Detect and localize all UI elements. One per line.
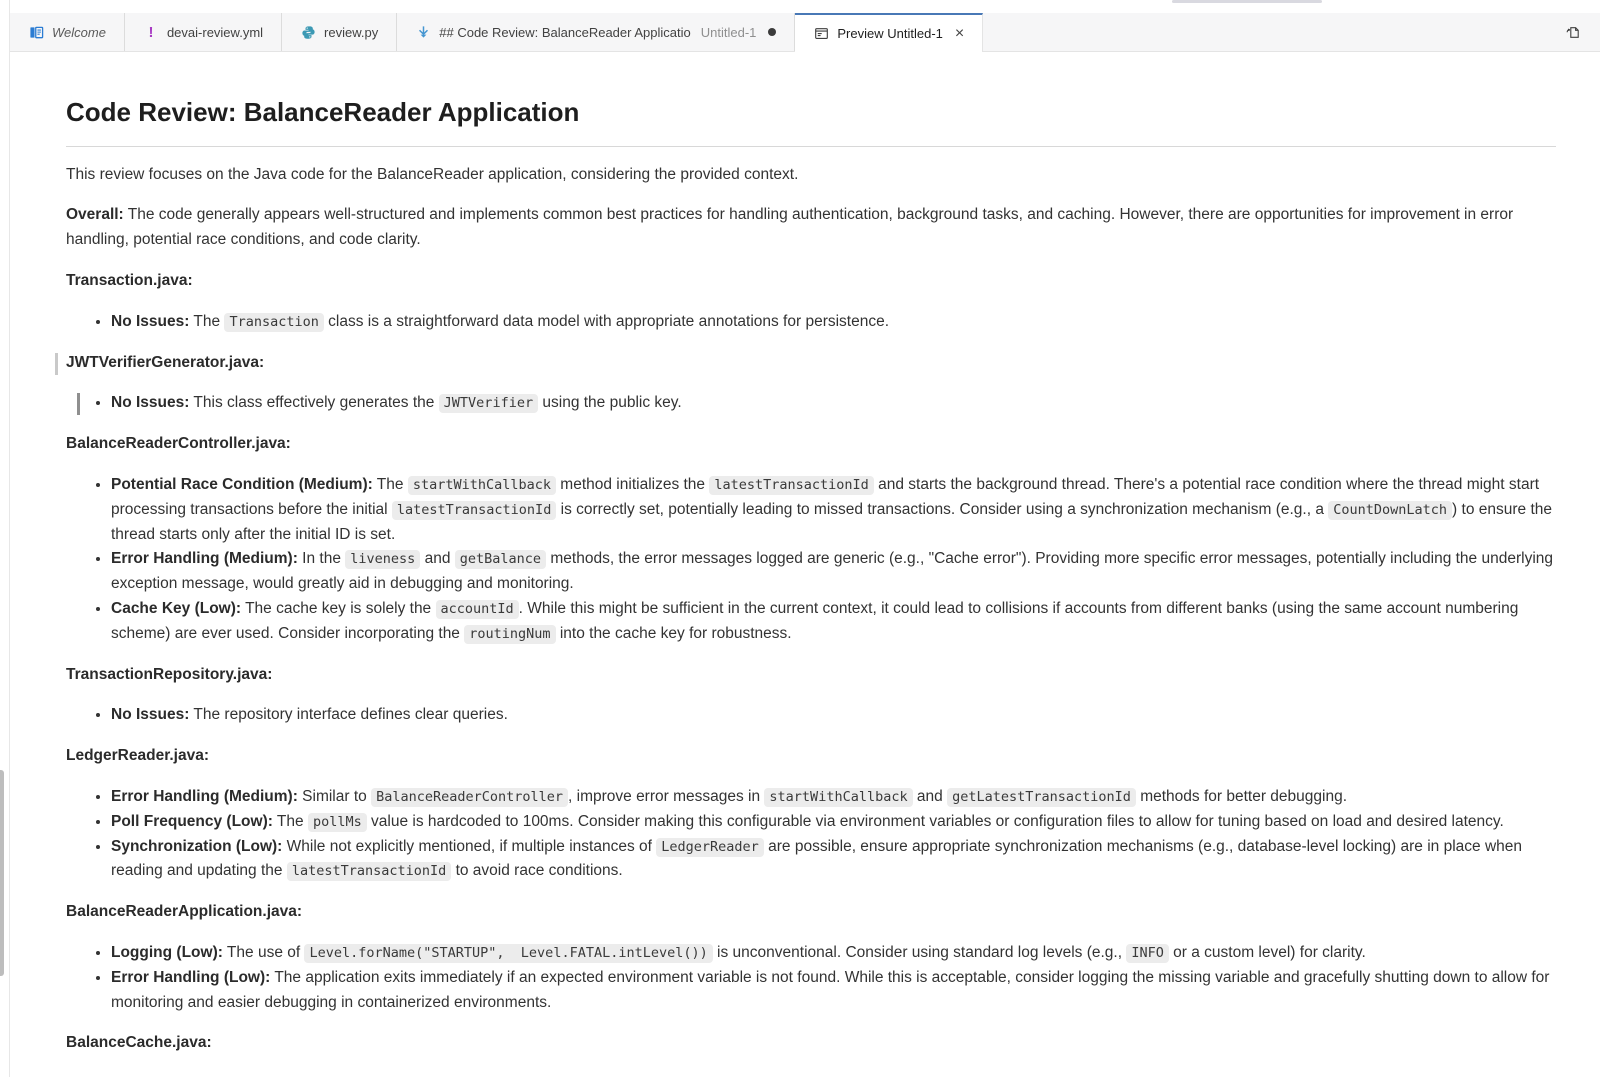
section-heading [66, 269, 1556, 294]
text-run: This class effectively generates the [189, 394, 439, 412]
bold-text: Error Handling (Medium): [111, 787, 298, 805]
tab-preview-untitled-1[interactable] [795, 13, 983, 52]
tab-review-py[interactable] [282, 13, 397, 51]
text-run: While not explicitly mentioned, if multiple instances of [282, 837, 657, 855]
section-heading [66, 663, 1556, 688]
text-run: ) to ensure the thread starts only after the initial ID is set. [111, 500, 1552, 543]
python-icon [300, 24, 316, 40]
bold-text: No Issues: [111, 312, 190, 330]
paragraph [66, 163, 1556, 188]
list-item [111, 785, 1556, 810]
inline-code: Transaction [224, 313, 323, 332]
section-heading [66, 744, 1556, 769]
tab-label: ## Code Review: BalanceReader Applicatio [439, 24, 691, 40]
bold-text: Synchronization (Low): [111, 837, 283, 855]
bullet-list [66, 941, 1556, 1015]
text-run: methods for better debugging. [1135, 787, 1348, 805]
bold-text: TransactionRepository.java: [66, 665, 273, 683]
tab-secondary-label: Untitled-1 [700, 24, 757, 40]
close-icon[interactable]: × [954, 24, 965, 42]
bold-text: No Issues: [111, 394, 190, 412]
bold-text: Overall: [66, 206, 124, 224]
tab-devai-review-yml[interactable] [125, 13, 282, 51]
list-item [111, 547, 1556, 597]
inline-code: pollMs [308, 813, 367, 832]
text-run: value is hardcoded to 100ms. Consider making this configurable via environment variables or configuration files to allow for tuning based on load and desired latency. [366, 812, 1504, 830]
text-run: The cache key is solely the [241, 599, 436, 617]
text-run: The [372, 475, 408, 493]
text-run: and [912, 787, 948, 805]
inline-code: INFO [1126, 944, 1169, 963]
text-run: is correctly set, potentially leading to missed transactions. Consider using a synchronization mechanism (e.g., a [556, 500, 1329, 518]
bold-text: Potential Race Condition (Medium): [111, 475, 373, 493]
tab-label: Preview Untitled-1 [837, 26, 943, 41]
list-item [111, 810, 1556, 835]
top-overlay-fragment [1172, 0, 1322, 3]
tab-label: devai-review.yml [166, 24, 264, 40]
split-editor-button[interactable] [1562, 21, 1584, 43]
bold-text: Error Handling (Low): [111, 968, 271, 986]
text-run: to avoid race conditions. [451, 862, 623, 880]
text-run: The repository interface defines clear queries. [189, 706, 508, 724]
tab-label: review.py [324, 24, 379, 40]
text-run: using the public key. [538, 394, 682, 412]
list-item [111, 473, 1556, 547]
section-heading [66, 432, 1556, 457]
inline-code: startWithCallback [764, 788, 912, 807]
text-run: The code generally appears well-structured and implements common best practices for handling authentication, background tasks, and caching. However, there are opportunities for improvement in error handling, potential race conditions, and code clarity. [66, 206, 1514, 249]
inline-code: latestTransactionId [287, 862, 451, 881]
inline-code: startWithCallback [408, 476, 556, 495]
list-item [111, 835, 1556, 885]
text-run: Similar to [297, 787, 372, 805]
section-heading [66, 351, 1556, 376]
text-run: or a custom level) for clarity. [1168, 943, 1366, 961]
text-run: The application exits immediately if an expected environment variable is not found. While this is acceptable, consider logging the missing variable and gracefully shutting down to allow for monitoring and easier debugging in containerized environments. [111, 968, 1550, 1011]
bold-text: BalanceReaderApplication.java: [66, 903, 303, 921]
bold-text: BalanceReaderController.java: [66, 435, 291, 453]
list-item [111, 310, 1556, 335]
scrollbar-thumb[interactable] [0, 770, 4, 976]
list-item [111, 941, 1556, 966]
list-item [111, 966, 1556, 1016]
preview-icon [813, 26, 829, 42]
text-run: and starts the background thread. There's a potential race condition where the thread might start processing transactions before the initial [111, 475, 1540, 518]
editor-actions [1562, 13, 1600, 51]
text-run: method initializes the [556, 475, 710, 493]
inline-code: CountDownLatch [1328, 501, 1452, 520]
bold-text: Poll Frequency (Low): [111, 812, 273, 830]
yaml-icon: ! [148, 23, 154, 41]
paragraph [66, 203, 1556, 253]
bullet-list [66, 473, 1556, 647]
tab-label: Welcome [52, 24, 106, 40]
inline-code: getBalance [455, 550, 546, 569]
text-run: is unconventional. Consider using standard log levels (e.g., [712, 943, 1127, 961]
bullet-list [66, 785, 1556, 884]
inline-code: latestTransactionId [392, 501, 556, 520]
inline-code: latestTransactionId [709, 476, 873, 495]
tab-bar [10, 13, 1600, 52]
list-item [111, 391, 1556, 416]
text-run: The [272, 812, 308, 830]
inline-code: liveness [345, 550, 420, 569]
text-run: are possible, ensure appropriate synchronization mechanisms (e.g., database-level locking) are in place when reading and updating the [111, 837, 1523, 880]
inline-code: JWTVerifier [439, 394, 538, 413]
tab-welcome[interactable] [10, 13, 125, 51]
bullet-list [66, 310, 1556, 335]
text-run: into the cache key for robustness. [555, 624, 792, 642]
bold-text: Logging (Low): [111, 943, 223, 961]
bold-text: Cache Key (Low): [111, 599, 242, 617]
bold-text: Error Handling (Medium): [111, 550, 298, 568]
list-item [111, 597, 1556, 647]
modified-dot-icon[interactable] [768, 28, 776, 36]
text-run: class is a straightforward data model with appropriate annotations for persistence. [323, 312, 890, 330]
tab-code-review-markdown[interactable] [397, 13, 795, 51]
text-run: , improve error messages in [568, 787, 765, 805]
split-editor-icon [1565, 24, 1581, 40]
section-heading [66, 900, 1556, 925]
welcome-icon [28, 24, 44, 40]
page-title: Code Review: BalanceReader Application [66, 92, 1556, 147]
bold-text: BalanceCache.java: [66, 1034, 212, 1052]
inline-code: routingNum [464, 625, 555, 644]
inline-code: LedgerReader [656, 838, 764, 857]
inline-code: accountId [436, 600, 519, 619]
tab-bar-spacer [983, 13, 1562, 51]
section-heading [66, 1031, 1556, 1056]
bold-text: No Issues: [111, 706, 190, 724]
text-run: The [189, 312, 225, 330]
text-run: methods, the error messages logged are generic (e.g., "Cache error"). Providing more specific error messages, potentially including the underlying exception message, would greatly aid in debugging and monitoring. [111, 550, 1554, 593]
text-run: The use of [222, 943, 305, 961]
markdown-icon [415, 24, 431, 40]
bullet-list [66, 391, 1556, 416]
text-run: . While this might be sufficient in the current context, it could lead to collisions if accounts from different banks (using the same account numbering scheme) are ever used. Consider incorporating the [111, 599, 1519, 642]
markdown-preview [10, 52, 1600, 1077]
list-item [111, 703, 1556, 728]
inline-code: Level.forName("STARTUP", Level.FATAL.intLevel()) [304, 944, 712, 963]
text-run: and [420, 550, 455, 568]
text-run: This review focuses on the Java code for the BalanceReader application, considering the provided context. [66, 165, 799, 183]
bullet-list [66, 703, 1556, 728]
inline-code: BalanceReaderController [371, 788, 568, 807]
text-run: In the [297, 550, 346, 568]
bold-text: JWTVerifierGenerator.java: [66, 353, 265, 371]
inline-code: getLatestTransactionId [947, 788, 1136, 807]
bold-text: LedgerReader.java: [66, 747, 210, 765]
bold-text: Transaction.java: [66, 271, 193, 289]
